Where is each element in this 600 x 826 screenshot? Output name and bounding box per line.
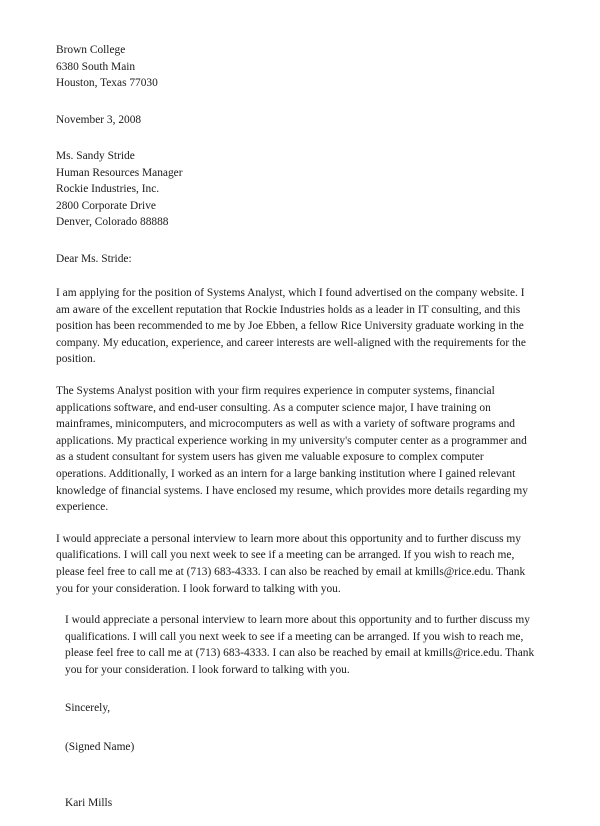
recipient-address-line: Denver, Colorado 88888 bbox=[56, 216, 169, 228]
signer-name-text: Kari Mills bbox=[65, 797, 113, 810]
salutation-text: Dear Ms. Stride: bbox=[56, 252, 132, 265]
signer-name bbox=[56, 795, 536, 812]
salutation bbox=[56, 251, 536, 268]
recipient-address bbox=[56, 148, 536, 231]
signature-placeholder bbox=[56, 739, 536, 756]
body-paragraph-3: I would appreciate a personal interview to learn more about this opportunity and to further discuss my qualifications. I will call you next week to see if a meeting can be arranged. If you wish to reach me, please feel free to call me at (713) 683-4333. I can also be reached by email at kmills@rice.edu. Thank you for your consideration. I look forward to talking with you. bbox=[56, 532, 526, 595]
closing bbox=[56, 700, 536, 717]
letter-body bbox=[56, 42, 536, 826]
signature-placeholder-text: (Signed Name) bbox=[65, 740, 135, 753]
recipient-address-line: Ms. Sandy Stride bbox=[56, 150, 135, 162]
recipient-address-line: Human Resources Manager bbox=[56, 166, 183, 179]
sender-address-line: Houston, Texas 77030 bbox=[56, 77, 158, 89]
sender-address-line: 6380 South Main bbox=[56, 60, 136, 73]
sender-address bbox=[56, 42, 536, 92]
body-paragraph-4: I would appreciate a personal interview to learn more about this opportunity and to further discuss my qualifications. I will call you next week to see if a meeting can be arranged. If you wish to reach me, please feel free to call me at (713) 683-4333. I can also be reached by email at kmills@rice.edu. Thank you for your consideration. I look forward to talking with you. bbox=[65, 614, 535, 676]
letter-date bbox=[56, 112, 536, 129]
date-text: November 3, 2008 bbox=[56, 113, 142, 126]
closing-text: Sincerely, bbox=[65, 702, 111, 715]
body-paragraph-1: I am applying for the position of Systems Analyst, which I found advertised on the company website. I am aware of the excellent reputation that Rockie Industries holds as a leader in IT consulting, and this position has been recommended to me by Joe Ebben, a fellow Rice University graduate working in the company. My education, experience, and career interests are well-aligned with the requirements for the position. bbox=[56, 287, 526, 366]
sender-address-line: Brown College bbox=[56, 44, 126, 56]
recipient-address-line: 2800 Corporate Drive bbox=[56, 199, 156, 212]
body-paragraph-2: The Systems Analyst position with your firm requires experience in computer systems, financial applications software, and end-user consulting. As a computer science major, I have training on mainframes, minicomputers, and microcomputers as well as with a variety of software programs and applications. My practical experience working in my university's computer center as a programmer and as a student consultant for system users has given me valuable exposure to complex computer operations. Additionally, I worked as an intern for a large banking institution where I gained relevant knowledge of financial systems. I have enclosed my resume, which provides more details regarding my experience. bbox=[56, 384, 528, 514]
recipient-address-line: Rockie Industries, Inc. bbox=[56, 183, 160, 195]
